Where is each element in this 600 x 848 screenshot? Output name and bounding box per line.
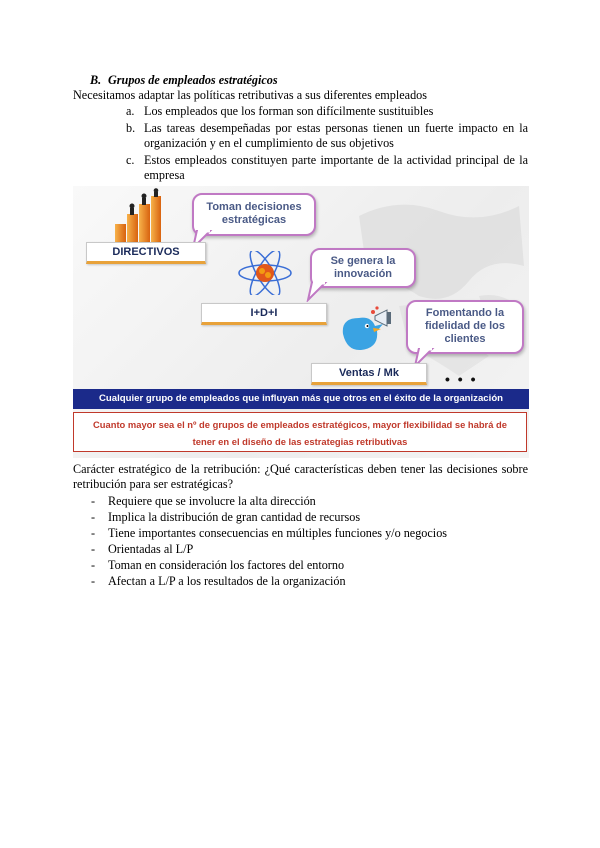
bubble-line: Fomentando la [425, 307, 505, 319]
bubble-line: fidelidad de los [424, 320, 506, 332]
list-item: Tiene importantes consecuencias en múltiples funciones y/o negocios [108, 526, 448, 540]
list-item: Los empleados que los forman son difícilmente sustituibles [144, 104, 434, 118]
list-item-continuation: organización y en el cumplimiento de sus objetivos [144, 136, 394, 150]
bubble-line: innovación [333, 268, 393, 280]
banner-note-line: Cuanto mayor sea el nº de grupos de empleados estratégicos, mayor flexibilidad se habrá de [93, 419, 507, 430]
twitter-bird-megaphone-icon [337, 304, 399, 358]
list-item: Estos empleados constituyen parte importante de la actividad principal de la [144, 153, 528, 167]
question-paragraph-continuation: retribución para ser estratégicas? [73, 477, 234, 491]
bubble-line: Se genera la [330, 255, 396, 267]
bubble-line: clientes [444, 333, 486, 345]
label-idi: I+D+I [201, 303, 327, 325]
list-item-continuation: empresa [144, 168, 185, 182]
label-directivos: DIRECTIVOS [86, 242, 206, 264]
list-item-marker: a. [126, 104, 135, 118]
dash-marker: - [91, 542, 96, 556]
bubble-line: Toman decisiones [206, 201, 302, 213]
dash-marker: - [91, 526, 96, 540]
list-item: Toman en consideración los factores del entorno [108, 558, 345, 572]
strategic-groups-figure [73, 186, 529, 458]
intro-paragraph: Necesitamos adaptar las políticas retributivas a sus diferentes empleados [73, 88, 427, 102]
speech-bubble-loyalty [406, 300, 524, 354]
bubble-tail [306, 282, 328, 302]
bubble-line: estratégicas [221, 214, 287, 226]
list-item: Las tareas desempeñadas por estas personas tienen un fuerte impacto en la [144, 121, 528, 135]
section-title: Grupos de empleados estratégicos [108, 73, 278, 87]
bar-chart-people-icon [113, 188, 163, 248]
banner-main: Cualquier grupo de empleados que influyan más que otros en el éxito de la organización [73, 389, 529, 409]
label-ventas: Ventas / Mk [311, 363, 427, 385]
list-item-marker: b. [126, 121, 136, 135]
list-item: Orientadas al L/P [108, 542, 194, 556]
dash-marker: - [91, 510, 96, 524]
dash-marker: - [91, 558, 96, 572]
list-item: Implica la distribución de gran cantidad de recursos [108, 510, 361, 524]
dash-marker: - [91, 574, 96, 588]
banner-note [73, 412, 527, 452]
question-paragraph: Carácter estratégico de la retribución: ¿Qué características deben tener las decisiones sobre [73, 462, 528, 476]
dash-marker: - [91, 494, 96, 508]
list-item-marker: c. [126, 153, 135, 167]
more-groups-ellipsis: • • • [445, 371, 478, 387]
atom-icon [236, 251, 294, 295]
section-marker: B. [90, 73, 102, 87]
list-item: Requiere que se involucre la alta dirección [108, 494, 316, 508]
banner-note-line: tener en el diseño de las estrategias retributivas [192, 436, 408, 447]
list-item: Afectan a L/P a los resultados de la organización [108, 574, 346, 588]
